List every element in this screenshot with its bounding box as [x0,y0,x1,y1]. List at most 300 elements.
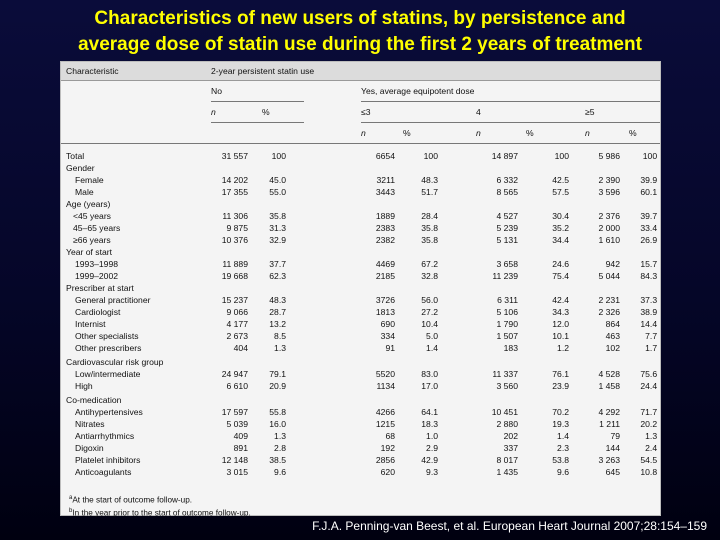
table-cell: 10.4 [421,319,438,329]
col-header-characteristic: Characteristic [61,62,211,81]
row-label: Age (years) [66,199,111,209]
row-label: Total [66,151,85,161]
col-header-4-pct: % [526,128,534,138]
table-cell: 11 239 [492,271,518,281]
row-label: Cardiologist [75,307,121,317]
table-cell: 71.7 [640,406,658,417]
table-cell: 51.7 [421,187,438,197]
table-cell: 26.9 [640,235,658,245]
table-cell: 620 [380,466,395,477]
table-cell: 100 [271,151,286,161]
table-cell [211,282,262,294]
table-cell: 35.8 [421,235,438,245]
table-cell: 11 306 [222,211,248,221]
table-cell: 144 [605,442,620,453]
table-cell [629,282,660,294]
table-cell: 100 [423,151,438,161]
table-cell: 24 947 [221,368,248,379]
table-cell: 39.9 [640,175,658,185]
col-header-persistent: 2-year persistent statin use [211,62,660,81]
table-cell: 3 015 [226,466,248,477]
table-cell: 1889 [375,211,395,221]
col-header-no: No [211,81,304,102]
table-row [61,354,660,368]
table-cell: 28.4 [421,211,438,221]
table-cell: 18.3 [421,418,438,429]
table-row [61,210,660,222]
table-cell: 4266 [375,406,395,417]
table-cell: 2 231 [598,295,620,305]
table-cell [403,392,476,406]
row-label: Year of start [66,247,113,257]
table-cell: 10 376 [221,235,248,245]
table-row [61,294,660,306]
table-row [61,418,660,430]
table-cell: 12 148 [221,454,248,465]
table-cell: 15 237 [221,295,248,305]
table-cell: 3 560 [496,380,518,391]
table-cell: 334 [380,331,395,341]
table-cell: 1 507 [496,331,518,341]
table-row [61,430,660,442]
table-cell [403,354,476,368]
table-cell: 8 565 [496,187,518,197]
table-cell [526,282,585,294]
table-cell: 55.0 [269,187,286,197]
table-cell [262,354,304,368]
row-label: General practitioner [75,295,151,305]
table-cell: 192 [380,442,395,453]
table-cell [211,392,262,406]
col-header-no-n: n [211,102,262,123]
table-cell: 1.2 [557,343,569,353]
table-row [61,234,660,246]
table-cell: 337 [503,442,518,453]
row-label: Antiarrhythmics [75,430,135,441]
table-cell: 5 106 [496,307,518,317]
row-label: Gender [66,163,95,173]
row-label: 45–65 years [73,223,121,233]
table-cell: 14 202 [221,175,248,185]
table-cell: 28.7 [269,307,286,317]
table-row [61,258,660,270]
table-cell: 4 292 [598,406,620,417]
table-cell: 76.1 [552,368,569,379]
table-cell: 102 [605,343,620,353]
table-cell: 24.4 [640,380,658,391]
footnote-mark: a [69,495,73,501]
table-cell: 2.9 [426,442,438,453]
table-cell: 79 [610,430,620,441]
table-cell: 2 880 [496,418,518,429]
table-cell: 19 668 [221,271,248,281]
table-cell: 30.4 [552,211,569,221]
table-cell [476,354,526,368]
row-label: High [75,380,93,391]
table-cell: 3 263 [598,454,620,465]
table-row [61,330,660,342]
table-cell [211,354,262,368]
table-cell: 7.7 [645,331,658,341]
table-cell: 10.8 [640,466,658,477]
table-cell: 34.3 [552,307,569,317]
table-cell: 17 355 [221,187,248,197]
table-cell: 12.0 [552,319,569,329]
table-cell [585,246,629,258]
table-cell: 3443 [375,187,395,197]
table-cell [526,162,585,174]
table-cell: 2.3 [557,442,569,453]
title-line-1: Characteristics of new users of statins, by persistence and [94,8,626,29]
table-cell [585,282,629,294]
table-cell [476,198,526,210]
row-label: <45 years [73,211,111,221]
table-cell: 1.4 [557,430,569,441]
table-cell: 2383 [375,223,395,233]
table-cell: 37.7 [269,259,286,269]
table-cell: 79.1 [269,368,286,379]
table-cell: 14 897 [491,151,518,161]
table-cell: 91 [385,343,395,353]
table-cell: 54.5 [640,454,658,465]
table-cell: 4 177 [226,319,248,329]
table-cell: 13.2 [269,319,286,329]
table-cell: 15.7 [640,259,658,269]
table-cell: 3 658 [496,259,518,269]
table-cell: 3211 [376,175,395,185]
table-row [61,466,660,478]
table-cell: 183 [503,343,518,353]
table-cell: 2185 [375,271,395,281]
table-cell: 48.3 [269,295,286,305]
row-label: Co-medication [66,394,122,405]
table-cell [262,392,304,406]
col-header-ge5-n: n [585,128,590,138]
table-cell: 9 066 [226,307,248,317]
table-cell: 3726 [375,295,395,305]
table-cell: 56.0 [421,295,438,305]
table-cell: 20.9 [269,380,286,391]
table-cell [361,392,403,406]
table-cell [629,354,660,368]
table-cell: 1.7 [645,343,658,353]
table-cell: 75.4 [552,271,569,281]
table-cell: 5 239 [496,223,518,233]
table-cell: 463 [605,331,620,341]
footnote [69,506,251,519]
table-cell [403,246,476,258]
col-header-ge5: ≥5 [585,102,660,123]
table-cell [361,282,403,294]
table-cell: 5 131 [496,235,518,245]
table-cell: 20.2 [640,418,658,429]
table-row [61,222,660,234]
row-label: Prescriber at start [66,283,134,293]
col-header-4: 4 [476,102,585,123]
table-cell: 38.5 [269,454,286,465]
table-cell: 9.3 [426,466,438,477]
table-cell: 1 610 [598,235,620,245]
table-cell: 2 673 [226,331,248,341]
table-cell: 2.4 [645,442,658,453]
table-cell [585,354,629,368]
table-cell [262,198,304,210]
table-cell: 2 390 [598,175,620,185]
col-header-no-pct: % [262,102,304,123]
table-cell: 31.3 [269,223,286,233]
table-cell: 16.0 [269,418,286,429]
table-row [61,282,660,294]
table-row [61,162,660,174]
table-cell: 1.3 [274,343,286,353]
table-cell: 5 044 [598,271,620,281]
table-cell: 42.9 [421,454,438,465]
table-cell: 32.8 [421,271,438,281]
table-cell: 23.9 [552,380,569,391]
table-cell: 10 451 [491,406,518,417]
table-cell: 35.8 [269,211,286,221]
table-panel [60,61,661,516]
table-cell [629,392,660,406]
table-cell: 34.4 [552,235,569,245]
row-label: Female [75,175,104,185]
table-cell: 62.3 [269,271,286,281]
header-row-1 [61,62,660,81]
table-cell: 9.6 [274,466,286,477]
table-cell [629,198,660,210]
col-header-le3-n: n [361,128,366,138]
col-header-le3-pct: % [403,128,411,138]
table-cell: 67.2 [421,259,438,269]
table-cell [403,198,476,210]
row-label: Cardiovascular risk group [66,356,164,367]
footnote [69,493,251,506]
table-cell: 70.2 [552,406,569,417]
table-cell [476,162,526,174]
table-cell: 690 [380,319,395,329]
table-cell [476,392,526,406]
table-cell [361,246,403,258]
table-cell: 55.8 [269,406,286,417]
table-cell: 35.2 [552,223,569,233]
table-cell: 2382 [375,235,395,245]
table-row [61,198,660,210]
table-cell: 6 610 [226,380,248,391]
table-cell [526,198,585,210]
table-cell: 6654 [375,151,395,161]
table-cell: 53.8 [552,454,569,465]
table-cell: 100 [642,151,658,161]
table-cell: 2856 [375,454,395,465]
table-cell: 42.5 [552,175,569,185]
table-cell [403,282,476,294]
table-cell: 1 458 [598,380,620,391]
table-row [61,442,660,454]
table-cell [262,162,304,174]
table-cell [361,354,403,368]
table-cell: 404 [233,343,248,353]
table-cell: 60.1 [640,187,658,197]
footnote-text: In the year prior to the start of outcome follow-up. [72,508,251,518]
row-label: Internist [75,319,106,329]
table-cell [361,198,403,210]
table-cell: 1.3 [645,430,658,441]
row-label: Anticoagulants [75,466,132,477]
table-cell: 1.4 [426,343,438,353]
row-label: ≥66 years [73,235,111,245]
table-cell: 8.5 [274,331,286,341]
table-cell [211,162,262,174]
table-cell: 5.0 [426,331,438,341]
table-cell: 8 017 [496,454,518,465]
table-row [61,392,660,406]
row-label: Other prescribers [75,343,142,353]
slide-title [0,6,720,58]
table-cell: 64.1 [421,406,438,417]
table-cell: 3 596 [598,187,620,197]
table-cell [526,246,585,258]
characteristics-table [61,62,660,478]
table-cell: 100 [554,151,569,161]
table-cell: 1215 [375,418,395,429]
table-cell [262,246,304,258]
table-row [61,150,660,162]
row-label: Digoxin [75,442,104,453]
table-cell [211,246,262,258]
table-cell: 68 [385,430,395,441]
table-cell: 11 889 [222,259,248,269]
table-cell: 9.6 [557,466,569,477]
table-cell: 33.4 [640,223,658,233]
row-label: 1999–2002 [75,271,119,281]
table-cell [585,162,629,174]
table-cell: 19.3 [552,418,569,429]
table-cell: 2.8 [274,442,286,453]
table-cell [526,392,585,406]
table-cell [629,162,660,174]
table-cell: 409 [233,430,248,441]
title-line-2: average dose of statin use during the first 2 years of treatment [78,34,642,55]
table-cell: 84.3 [640,271,658,281]
table-row [61,306,660,318]
row-label: 1993–1998 [75,259,119,269]
table-cell: 10.1 [552,331,569,341]
table-cell [211,198,262,210]
row-label: Nitrates [75,418,105,429]
col-header-le3: ≤3 [361,102,476,123]
row-label: Antihypertensives [75,406,143,417]
table-cell: 1134 [376,380,395,391]
row-label: Male [75,187,94,197]
table-cell [262,282,304,294]
row-label: Other specialists [75,331,139,341]
table-cell: 42.4 [552,295,569,305]
col-header-4-n: n [476,128,481,138]
table-cell: 24.6 [552,259,569,269]
table-row [61,174,660,186]
footnotes [69,493,251,518]
table-row [61,342,660,354]
table-cell: 891 [233,442,248,453]
table-cell [526,354,585,368]
table-cell: 942 [605,259,620,269]
table-cell: 1 211 [599,418,620,429]
table-cell [585,198,629,210]
table-cell: 39.7 [640,211,658,221]
table-row [61,186,660,198]
header-row-3 [61,102,660,123]
table-cell: 5 986 [598,151,620,161]
footnote-mark: b [69,507,73,514]
table-cell: 57.5 [552,187,569,197]
table-cell: 1 790 [496,319,518,329]
header-row-4 [61,123,660,144]
table-row [61,454,660,466]
col-header-yes: Yes, average equipotent dose [361,81,660,102]
table-cell: 645 [605,466,620,477]
table-row [61,318,660,330]
table-cell: 48.3 [421,175,438,185]
table-row [61,246,660,258]
table-cell: 75.6 [640,368,658,379]
table-cell: 1.0 [426,430,438,441]
header-row-2 [61,81,660,102]
footnote-text: At the start of outcome follow-up. [72,495,193,505]
citation: F.J.A. Penning-van Beest, et al. European Heart Journal 2007;28:154–159 [312,519,707,533]
table-cell: 1813 [375,307,395,317]
table-cell: 35.8 [421,223,438,233]
table-row [61,270,660,282]
table-cell [476,246,526,258]
table-cell: 202 [503,430,518,441]
table-cell: 6 332 [496,175,518,185]
table-cell: 5520 [375,368,395,379]
table-cell: 1 435 [496,466,518,477]
table-cell: 6 311 [497,295,518,305]
table-cell: 27.2 [421,307,438,317]
table-row [61,380,660,392]
table-cell: 38.9 [640,307,658,317]
table-cell: 864 [605,319,620,329]
table-cell: 2 326 [598,307,620,317]
row-label: Low/intermediate [75,368,141,379]
table-cell: 11 337 [492,368,518,379]
table-cell: 2 000 [598,223,620,233]
table-cell: 45.0 [269,175,286,185]
table-row [61,406,660,418]
table-cell: 83.0 [421,368,438,379]
table-cell [403,162,476,174]
table-cell [585,392,629,406]
table-cell: 9 875 [226,223,248,233]
table-cell: 2 376 [598,211,620,221]
table-cell: 5 039 [226,418,248,429]
table-cell: 4469 [375,259,395,269]
table-cell: 32.9 [269,235,286,245]
table-cell: 17 597 [221,406,248,417]
table-cell: 4 527 [496,211,518,221]
table-cell [629,246,660,258]
row-label: Platelet inhibitors [75,454,141,465]
table-cell [361,162,403,174]
table-cell: 37.3 [640,295,658,305]
table-cell: 17.0 [421,380,438,391]
table-cell: 1.3 [274,430,286,441]
table-cell: 31 557 [221,151,248,161]
table-cell: 14.4 [640,319,658,329]
col-header-ge5-pct: % [629,128,637,138]
table-cell [476,282,526,294]
